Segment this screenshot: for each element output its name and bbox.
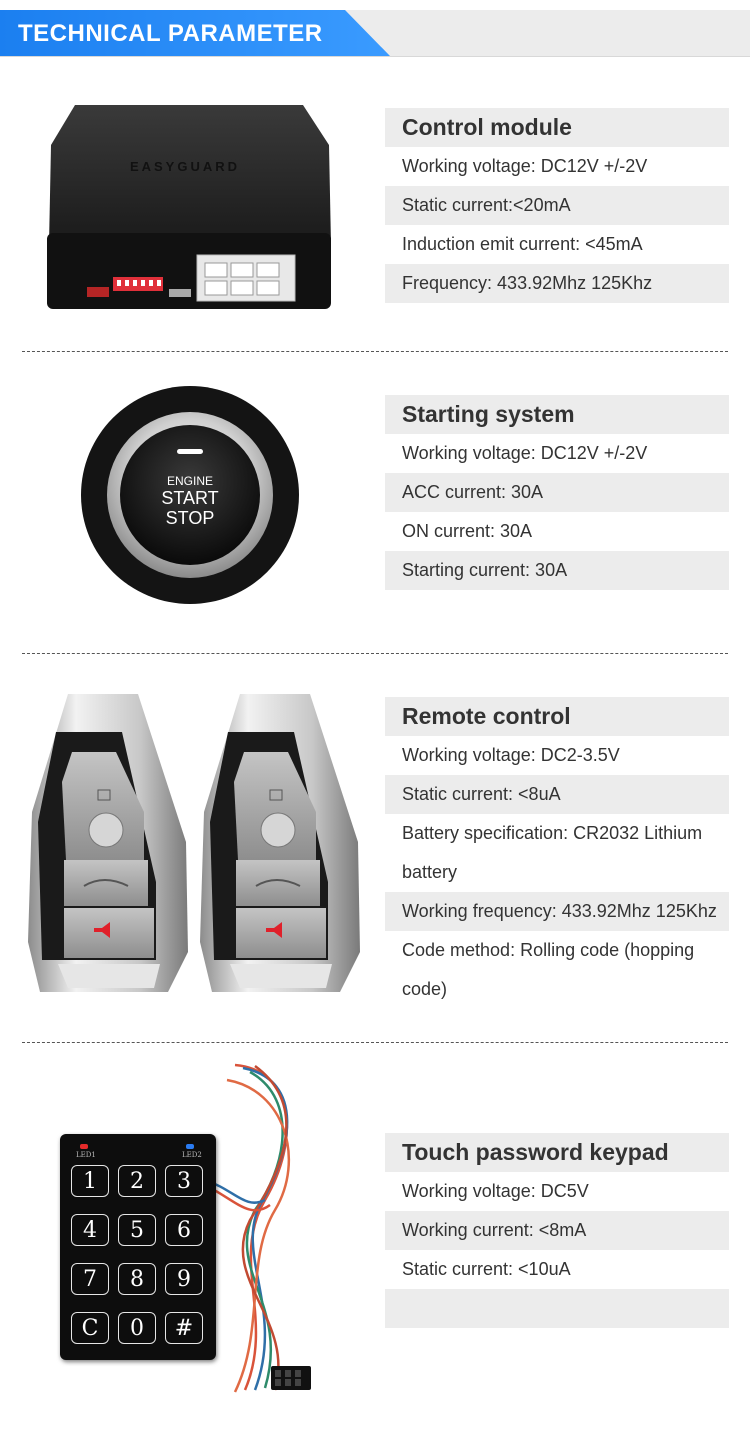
control-module-brand: EASYGUARD	[129, 159, 241, 174]
keypad-key: C	[71, 1312, 109, 1344]
spec-row: Induction emit current: <45mA	[402, 234, 643, 254]
section-divider	[22, 653, 728, 654]
spec-row: ACC current: 30A	[385, 473, 729, 512]
spec-row: Working voltage: DC2-3.5V	[402, 745, 620, 765]
remote-control-title: Remote control	[385, 697, 729, 736]
starting-system-table	[385, 395, 729, 590]
spec-row: Working current: <8mA	[385, 1211, 729, 1250]
spec-row: ON current: 30A	[402, 521, 533, 541]
button-label-engine: ENGINE	[166, 474, 214, 488]
touch-keypad-title: Touch password keypad	[385, 1133, 729, 1172]
keypad-key: 3	[165, 1165, 203, 1197]
keypad-key: #	[165, 1312, 203, 1344]
header-banner	[0, 10, 750, 56]
remote-control-table	[385, 697, 729, 1009]
section-divider	[22, 1042, 728, 1043]
start-stop-button-image	[80, 385, 300, 605]
control-module-table	[385, 108, 729, 303]
keypad-key: 9	[165, 1263, 203, 1295]
control-module-image	[45, 105, 333, 313]
touch-keypad-table	[385, 1133, 729, 1328]
keypad-key: 7	[71, 1263, 109, 1295]
keypad-key: 0	[118, 1312, 156, 1344]
led1-label: LED1	[76, 1151, 96, 1159]
control-module-title: Control module	[385, 108, 729, 147]
spec-row: Working voltage: DC12V +/-2V	[402, 156, 648, 176]
spec-row: Working frequency: 433.92Mhz 125Khz	[385, 892, 729, 931]
spec-row-empty	[385, 1289, 729, 1328]
keypad-key: 4	[71, 1214, 109, 1246]
remote-key-fobs-image	[28, 692, 363, 997]
section-divider	[22, 351, 728, 352]
spec-row: Working voltage: DC5V	[402, 1181, 589, 1201]
button-label-stop: STOP	[165, 508, 215, 528]
keypad-wires-image	[205, 1060, 325, 1410]
led2-label: LED2	[182, 1151, 202, 1159]
spec-row: Static current: <8uA	[385, 775, 729, 814]
led2-indicator	[186, 1144, 194, 1149]
spec-row: Static current:<20mA	[385, 186, 729, 225]
led1-indicator	[80, 1144, 88, 1149]
keypad-key: 5	[118, 1214, 156, 1246]
keypad-key: 2	[118, 1165, 156, 1197]
starting-system-title: Starting system	[385, 395, 729, 434]
keypad-grid	[71, 1165, 203, 1344]
button-label-start: START	[161, 488, 219, 508]
spec-row: Code method: Rolling code (hopping code)	[402, 940, 695, 999]
spec-row: Starting current: 30A	[385, 551, 729, 590]
spec-row: Working voltage: DC12V +/-2V	[402, 443, 648, 463]
spec-row: Battery specification: CR2032 Lithium battery	[402, 823, 703, 882]
page-title: TECHNICAL PARAMETER	[18, 20, 323, 47]
keypad-key: 6	[165, 1214, 203, 1246]
spec-row: Static current: <10uA	[402, 1259, 571, 1279]
touch-keypad-image	[60, 1134, 216, 1360]
keypad-key: 8	[118, 1263, 156, 1295]
keypad-key: 1	[71, 1165, 109, 1197]
spec-row: Frequency: 433.92Mhz 125Khz	[385, 264, 729, 303]
